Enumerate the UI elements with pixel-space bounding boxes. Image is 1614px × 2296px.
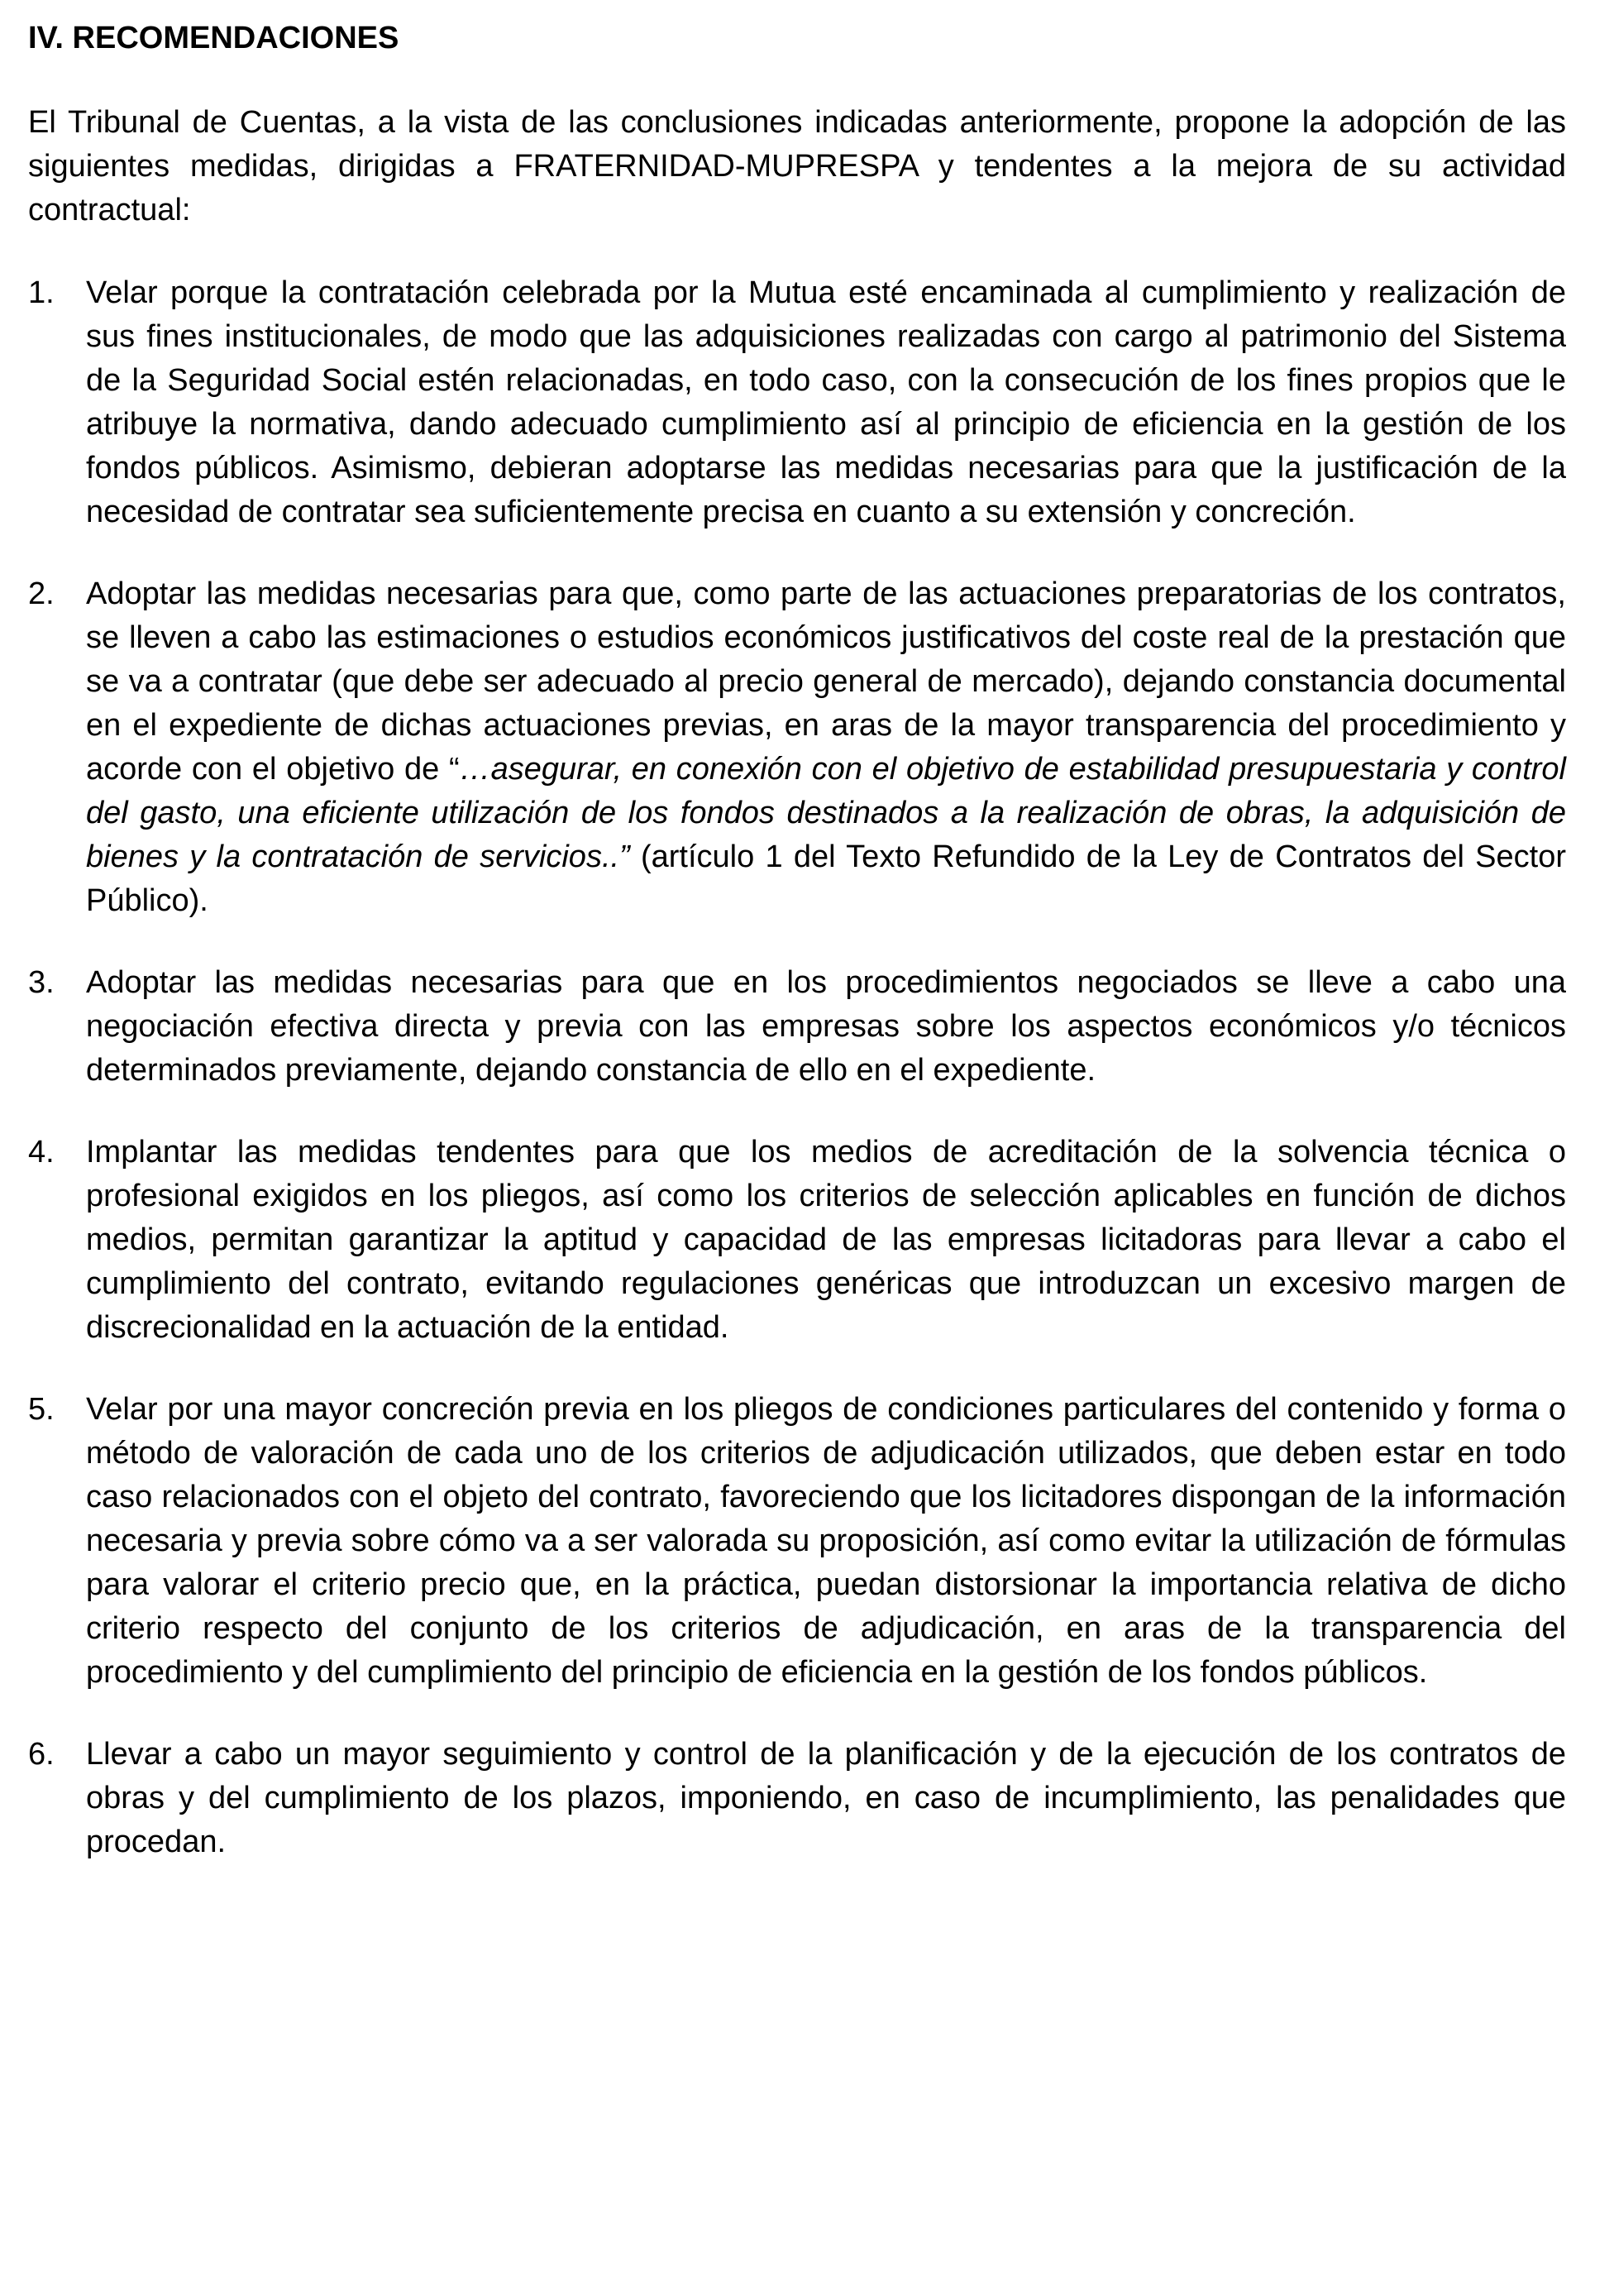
recommendation-text-part: Adoptar las medidas necesarias para que, como parte de las actuaciones preparatorias de los contratos, se lleven a cabo las estimaciones o estudios económicos justificativos del coste real de la prestación que se va a contratar (que debe ser adecuado al precio general de mercado), dejando constancia documental en el expediente de dichas actuaciones previas, en aras de la mayor transparencia del procedimiento y acorde con el objetivo de “ (86, 576, 1566, 787)
recommendation-item (28, 572, 1566, 923)
recommendation-text (86, 576, 1566, 918)
legal-quote: …asegurar, en conexión con el objetivo de estabilidad presupuestaria y control del gasto, una eficiente utilización de los fondos destinados a la realización de obras, la adquisición de bienes y la contratación de servicios..” (86, 752, 1566, 874)
intro-paragraph: El Tribunal de Cuentas, a la vista de las conclusiones indicadas anteriormente, propone la adopción de las siguientes medidas, dirigidas a FRATERNIDAD-MUPRESPA y tendentes a la mejora de su actividad contractual: (28, 105, 1566, 227)
recommendation-number: 4. (28, 1135, 55, 1170)
recommendation-text-part: (artículo 1 del Texto Refundido de la Ley de Contratos del Sector Público). (86, 839, 1566, 918)
recommendation-text: Velar por una mayor concreción previa en los pliegos de condiciones particulares del contenido y forma o método de valoración de cada uno de los criterios de adjudicación utilizados, que deben estar en todo caso relacionados con el objeto del contrato, favoreciendo que los licitadores dispongan de la información necesaria y previa sobre cómo va a ser valorada su proposición, así como evitar la utilización de fórmulas para valorar el criterio precio que, en la práctica, puedan distorsionar la importancia relativa de dicho criterio respecto del conjunto de los criterios de adjudicación, en aras de la transparencia del procedimiento y del cumplimiento del principio de eficiencia en la gestión de los fondos públicos. (86, 1392, 1566, 1690)
recommendation-item (28, 1733, 1566, 1864)
recommendation-number: 1. (28, 275, 55, 310)
recommendation-text: Adoptar las medidas necesarias para que en los procedimientos negociados se lleve a cabo una negociación efectiva directa y previa con las empresas sobre los aspectos económicos y/o técnicos determinados previamente, dejando constancia de ello en el expediente. (86, 965, 1566, 1088)
recommendation-number: 5. (28, 1392, 55, 1427)
recommendations-list (28, 271, 1566, 1864)
recommendation-item (28, 271, 1566, 534)
recommendation-number: 2. (28, 576, 55, 611)
document-page (28, 17, 1566, 1902)
recommendation-number: 3. (28, 965, 55, 1000)
recommendation-item (28, 961, 1566, 1093)
recommendation-text: Implantar las medidas tendentes para que los medios de acreditación de la solvencia técnica o profesional exigidos en los pliegos, así como los criterios de selección aplicables en función de dichos medios, permitan garantizar la aptitud y capacidad de las empresas licitadoras para llevar a cabo el cumplimiento del contrato, evitando regulaciones genéricas que introduzcan un excesivo margen de discrecionalidad en la actuación de la entidad. (86, 1135, 1566, 1345)
recommendation-item (28, 1131, 1566, 1350)
recommendation-item (28, 1388, 1566, 1695)
recommendation-text: Velar porque la contratación celebrada por la Mutua esté encaminada al cumplimiento y realización de sus fines institucionales, de modo que las adquisiciones realizadas con cargo al patrimonio del Sistema de la Seguridad Social estén relacionadas, en todo caso, con la consecución de los fines propios que le atribuye la normativa, dando adecuado cumplimiento así al principio de eficiencia en la gestión de los fondos públicos. Asimismo, debieran adoptarse las medidas necesarias para que la justificación de la necesidad de contratar sea suficientemente precisa en cuanto a su extensión y concreción. (86, 275, 1566, 529)
recommendation-text: Llevar a cabo un mayor seguimiento y control de la planificación y de la ejecución de los contratos de obras y del cumplimiento de los plazos, imponiendo, en caso de incumplimiento, las penalidades que procedan. (86, 1737, 1566, 1859)
recommendation-number: 6. (28, 1737, 55, 1772)
section-heading: IV. RECOMENDACIONES (28, 21, 399, 55)
